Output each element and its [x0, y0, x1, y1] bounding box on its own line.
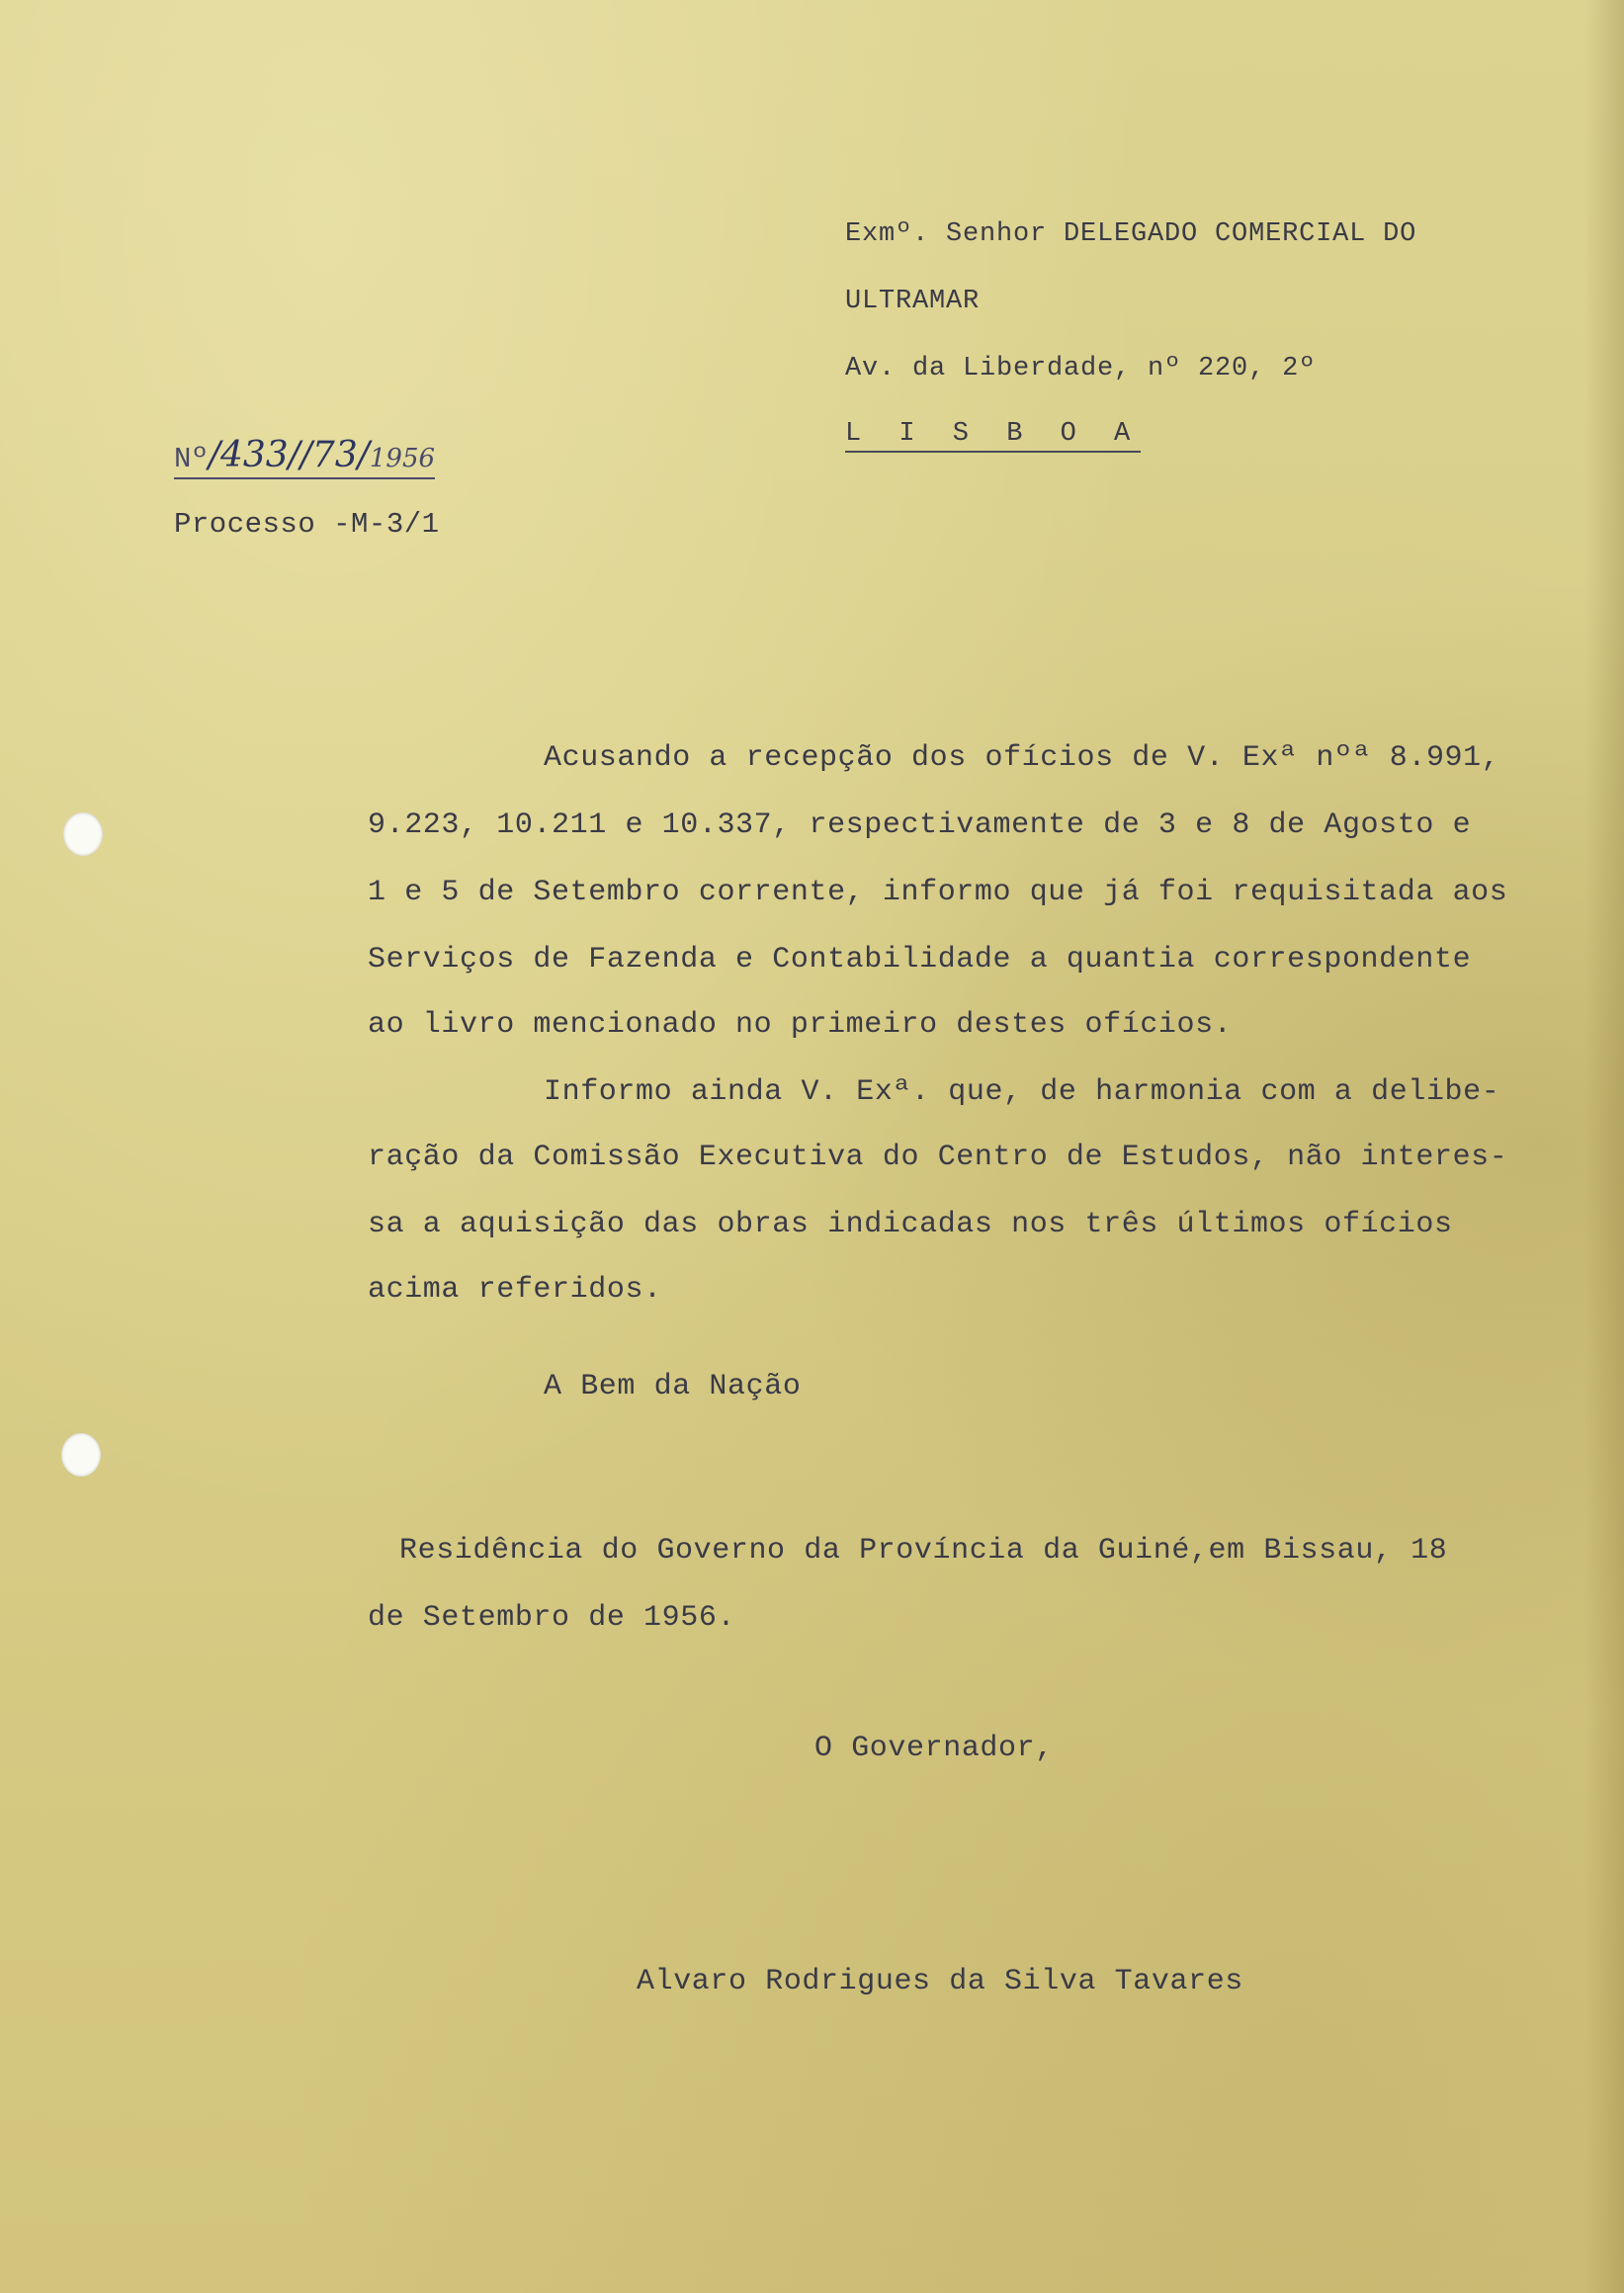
- process-number: Processo -M-3/1: [174, 508, 440, 541]
- recipient-city: L I S B O A: [845, 419, 1141, 453]
- recipient-line-1: Exmº. Senhor DELEGADO COMERCIAL DO: [845, 219, 1417, 249]
- body-p2-line-3: sa a aquisição das obras indicadas nos três últimos ofícios: [368, 1208, 1453, 1241]
- signature-name: Alvaro Rodrigues da Silva Tavares: [637, 1965, 1243, 1998]
- body-p1-line-4: Serviços de Fazenda e Contabilidade a quantia correspondente: [368, 943, 1472, 977]
- body-p1-line-2: 9.223, 10.211 e 10.337, respectivamente de 3 e 8 de Agosto e: [368, 808, 1472, 842]
- body-p2-line-1: Informo ainda V. Exª. que, de harmonia com a delibe-: [544, 1075, 1500, 1109]
- recipient-line-2: ULTRAMAR: [845, 287, 981, 316]
- place-date-line-1: Residência do Governo da Província da Guiné,em Bissau, 18: [399, 1534, 1448, 1568]
- reference-handwritten-number: /433//73/: [208, 435, 370, 475]
- page-edge-shadow: [1584, 0, 1624, 2293]
- body-p1-line-3: 1 e 5 de Setembro corrente, informo que já foi requisitada aos: [368, 876, 1508, 909]
- reference-number: [174, 435, 435, 479]
- place-date-line-2: de Setembro de 1956.: [368, 1601, 736, 1635]
- body-p1-line-1: Acusando a recepção dos ofícios de V. Exª nºª 8.991,: [544, 741, 1500, 775]
- salutation: A Bem da Nação: [544, 1370, 802, 1403]
- punch-hole-bottom: [61, 1433, 101, 1477]
- punch-hole-top: [63, 812, 103, 856]
- signature-title: O Governador,: [814, 1732, 1054, 1765]
- body-p2-line-2: ração da Comissão Executiva do Centro de Estudos, não interes-: [368, 1141, 1508, 1174]
- reference-prefix: Nº: [174, 443, 209, 475]
- recipient-city-wrap: [845, 419, 1141, 449]
- reference-year: 1956: [369, 444, 436, 473]
- body-p2-line-4: acima referidos.: [368, 1273, 662, 1307]
- recipient-line-3: Av. da Liberdade, nº 220, 2º: [845, 354, 1317, 383]
- body-p1-line-5: ao livro mencionado no primeiro destes ofícios.: [368, 1008, 1233, 1042]
